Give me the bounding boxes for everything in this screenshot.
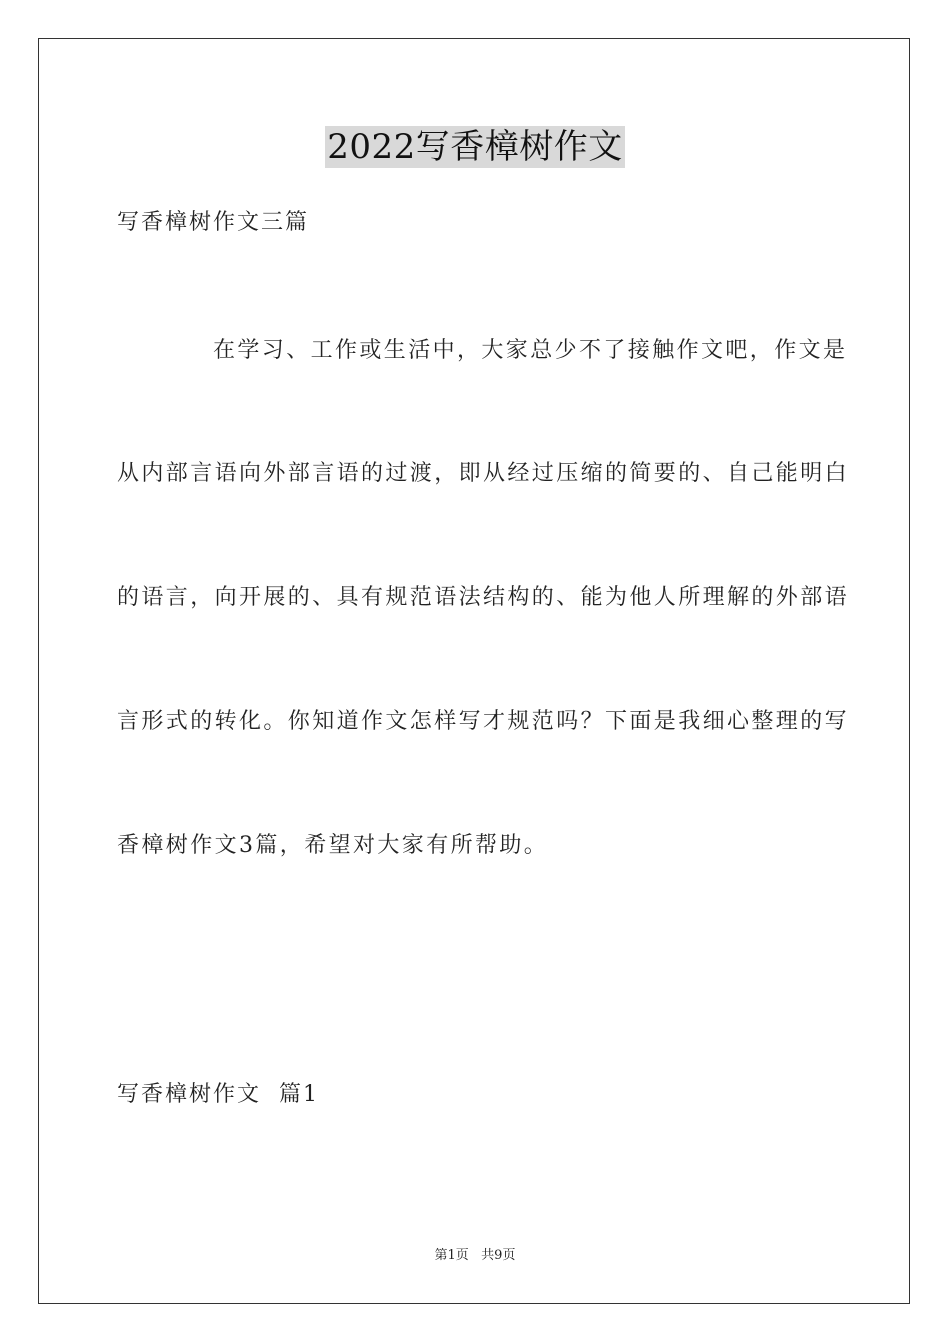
document-subtitle: 写香樟树作文三篇 bbox=[117, 210, 310, 235]
document-title: 2022写香樟树作文 bbox=[327, 127, 623, 167]
intro-paragraph-line: 的语言，向开展的、具有规范语法结构的、能为他人所理解的外部语 bbox=[117, 585, 850, 610]
intro-paragraph-line: 言形式的转化。你知道作文怎样写才规范吗？下面是我细心整理的写 bbox=[117, 709, 850, 734]
intro-paragraph-line: 在学习、工作或生活中，大家总少不了接触作文吧，作文是 bbox=[213, 338, 848, 363]
title-container bbox=[0, 126, 950, 168]
intro-paragraph-line: 香樟树作文3篇，希望对大家有所帮助。 bbox=[117, 833, 549, 858]
intro-paragraph-line: 从内部言语向外部言语的过渡，即从经过压缩的简要的、自己能明白 bbox=[117, 461, 850, 486]
section-heading: 写香樟树作文 篇1 bbox=[117, 1082, 319, 1107]
page-footer: 第1页 共9页 bbox=[434, 1248, 516, 1263]
